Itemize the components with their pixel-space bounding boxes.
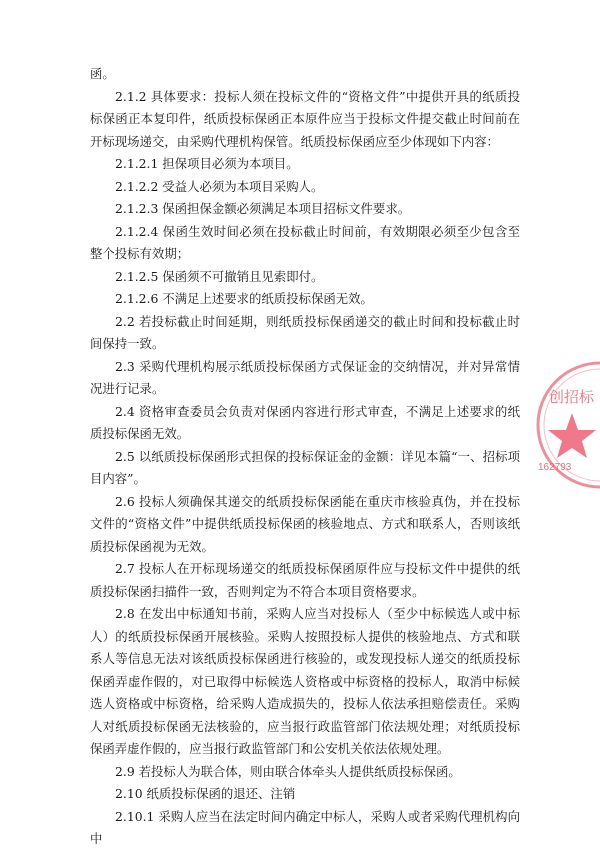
seal-text-top: 创招标 (549, 390, 595, 406)
seal-text-bottom: 162793 (538, 462, 572, 473)
paragraph: 2.1.2.2 受益人必须为本项目采购人。 (115, 178, 324, 194)
paragraph: 2.1.2 具体要求：投标人须在投标文件的“资格文件”中提供开具的纸质投标保函正本复印件，纸质投标保函正本原件应当于投标文件提交截止时间前在开标现场递交，由采购代理机构保管。纸质投标保函应至少体现如下内容： (90, 88, 520, 149)
paragraph: 2.10 纸质投标保函的退还、注销 (115, 786, 296, 801)
paragraph: 2.10.1 采购人应当在法定时间内确定中标人，采购人或者采购代理机构向中 (90, 808, 520, 846)
paragraph: 2.6 投标人须确保其递交的纸质投标保函能在重庆市核验真伪，并在投标文件的“资格文件”中提供纸质投标保函的核验地点、方式和联系人，否则该纸质投标保函视为无效。 (90, 493, 520, 554)
paragraph: 2.3 采购代理机构展示纸质投标保函方式保证金的交纳情况，并对异常情况进行记录。 (90, 358, 520, 396)
paragraph: 函。 (90, 66, 115, 81)
paragraph: 2.9 若投标人为联合体，则由联合体牵头人提供纸质投标保函。 (115, 763, 461, 779)
document-body (90, 63, 520, 851)
paragraph: 2.1.2.4 保函生效时间必须在投标截止时间前，有效期限必须至少包含至整个投标有效期； (90, 223, 520, 261)
paragraph: 2.4 资格审查委员会负责对保函内容进行形式审查，不满足上述要求的纸质投标保函无效。 (90, 403, 520, 441)
paragraph: 2.8 在发出中标通知书前，采购人应当对投标人（至少中标候选人或中标人）的纸质投标保函开展核验。采购人按照投标人提供的核验地点、方式和联系人等信息无法对该纸质投标保函进行核验的，或发现投标人递交的纸质投标保函弄虚作假的，对已取得中标候选人资格或中标资格的投标人，取消中标候选人资格或中标资格，给采购人造成损失的，投标人依法承担赔偿责任。采购人对纸质投标保函无法核验的，应当报行政监管部门依法规处理；对纸质投标保函弄虚作假的，应当报行政监管部门和公安机关依法依规处理。 (90, 606, 520, 756)
paragraph: 2.2 若投标截止时间延期，则纸质投标保函递交的截止时间和投标截止时间保持一致。 (90, 313, 520, 351)
star-icon (548, 413, 596, 458)
paragraph: 2.1.2.5 保函须不可撤销且见索即付。 (115, 268, 324, 284)
paragraph: 2.1.2.1 担保项目必须为本项目。 (115, 156, 299, 171)
official-seal-icon (535, 360, 600, 490)
paragraph: 2.7 投标人在开标现场递交的纸质投标保函原件应与投标文件中提供的纸质投标保函扫描件一致，否则判定为不符合本项目资格要求。 (90, 561, 520, 599)
paragraph: 2.1.2.3 保函担保金额必须满足本项目招标文件要求。 (115, 201, 411, 216)
paragraph: 2.5 以纸质投标保函形式担保的投标保证金的金额：详见本篇“一、招标项目内容”。 (90, 448, 520, 486)
paragraph: 2.1.2.6 不满足上述要求的纸质投标保函无效。 (115, 291, 373, 306)
